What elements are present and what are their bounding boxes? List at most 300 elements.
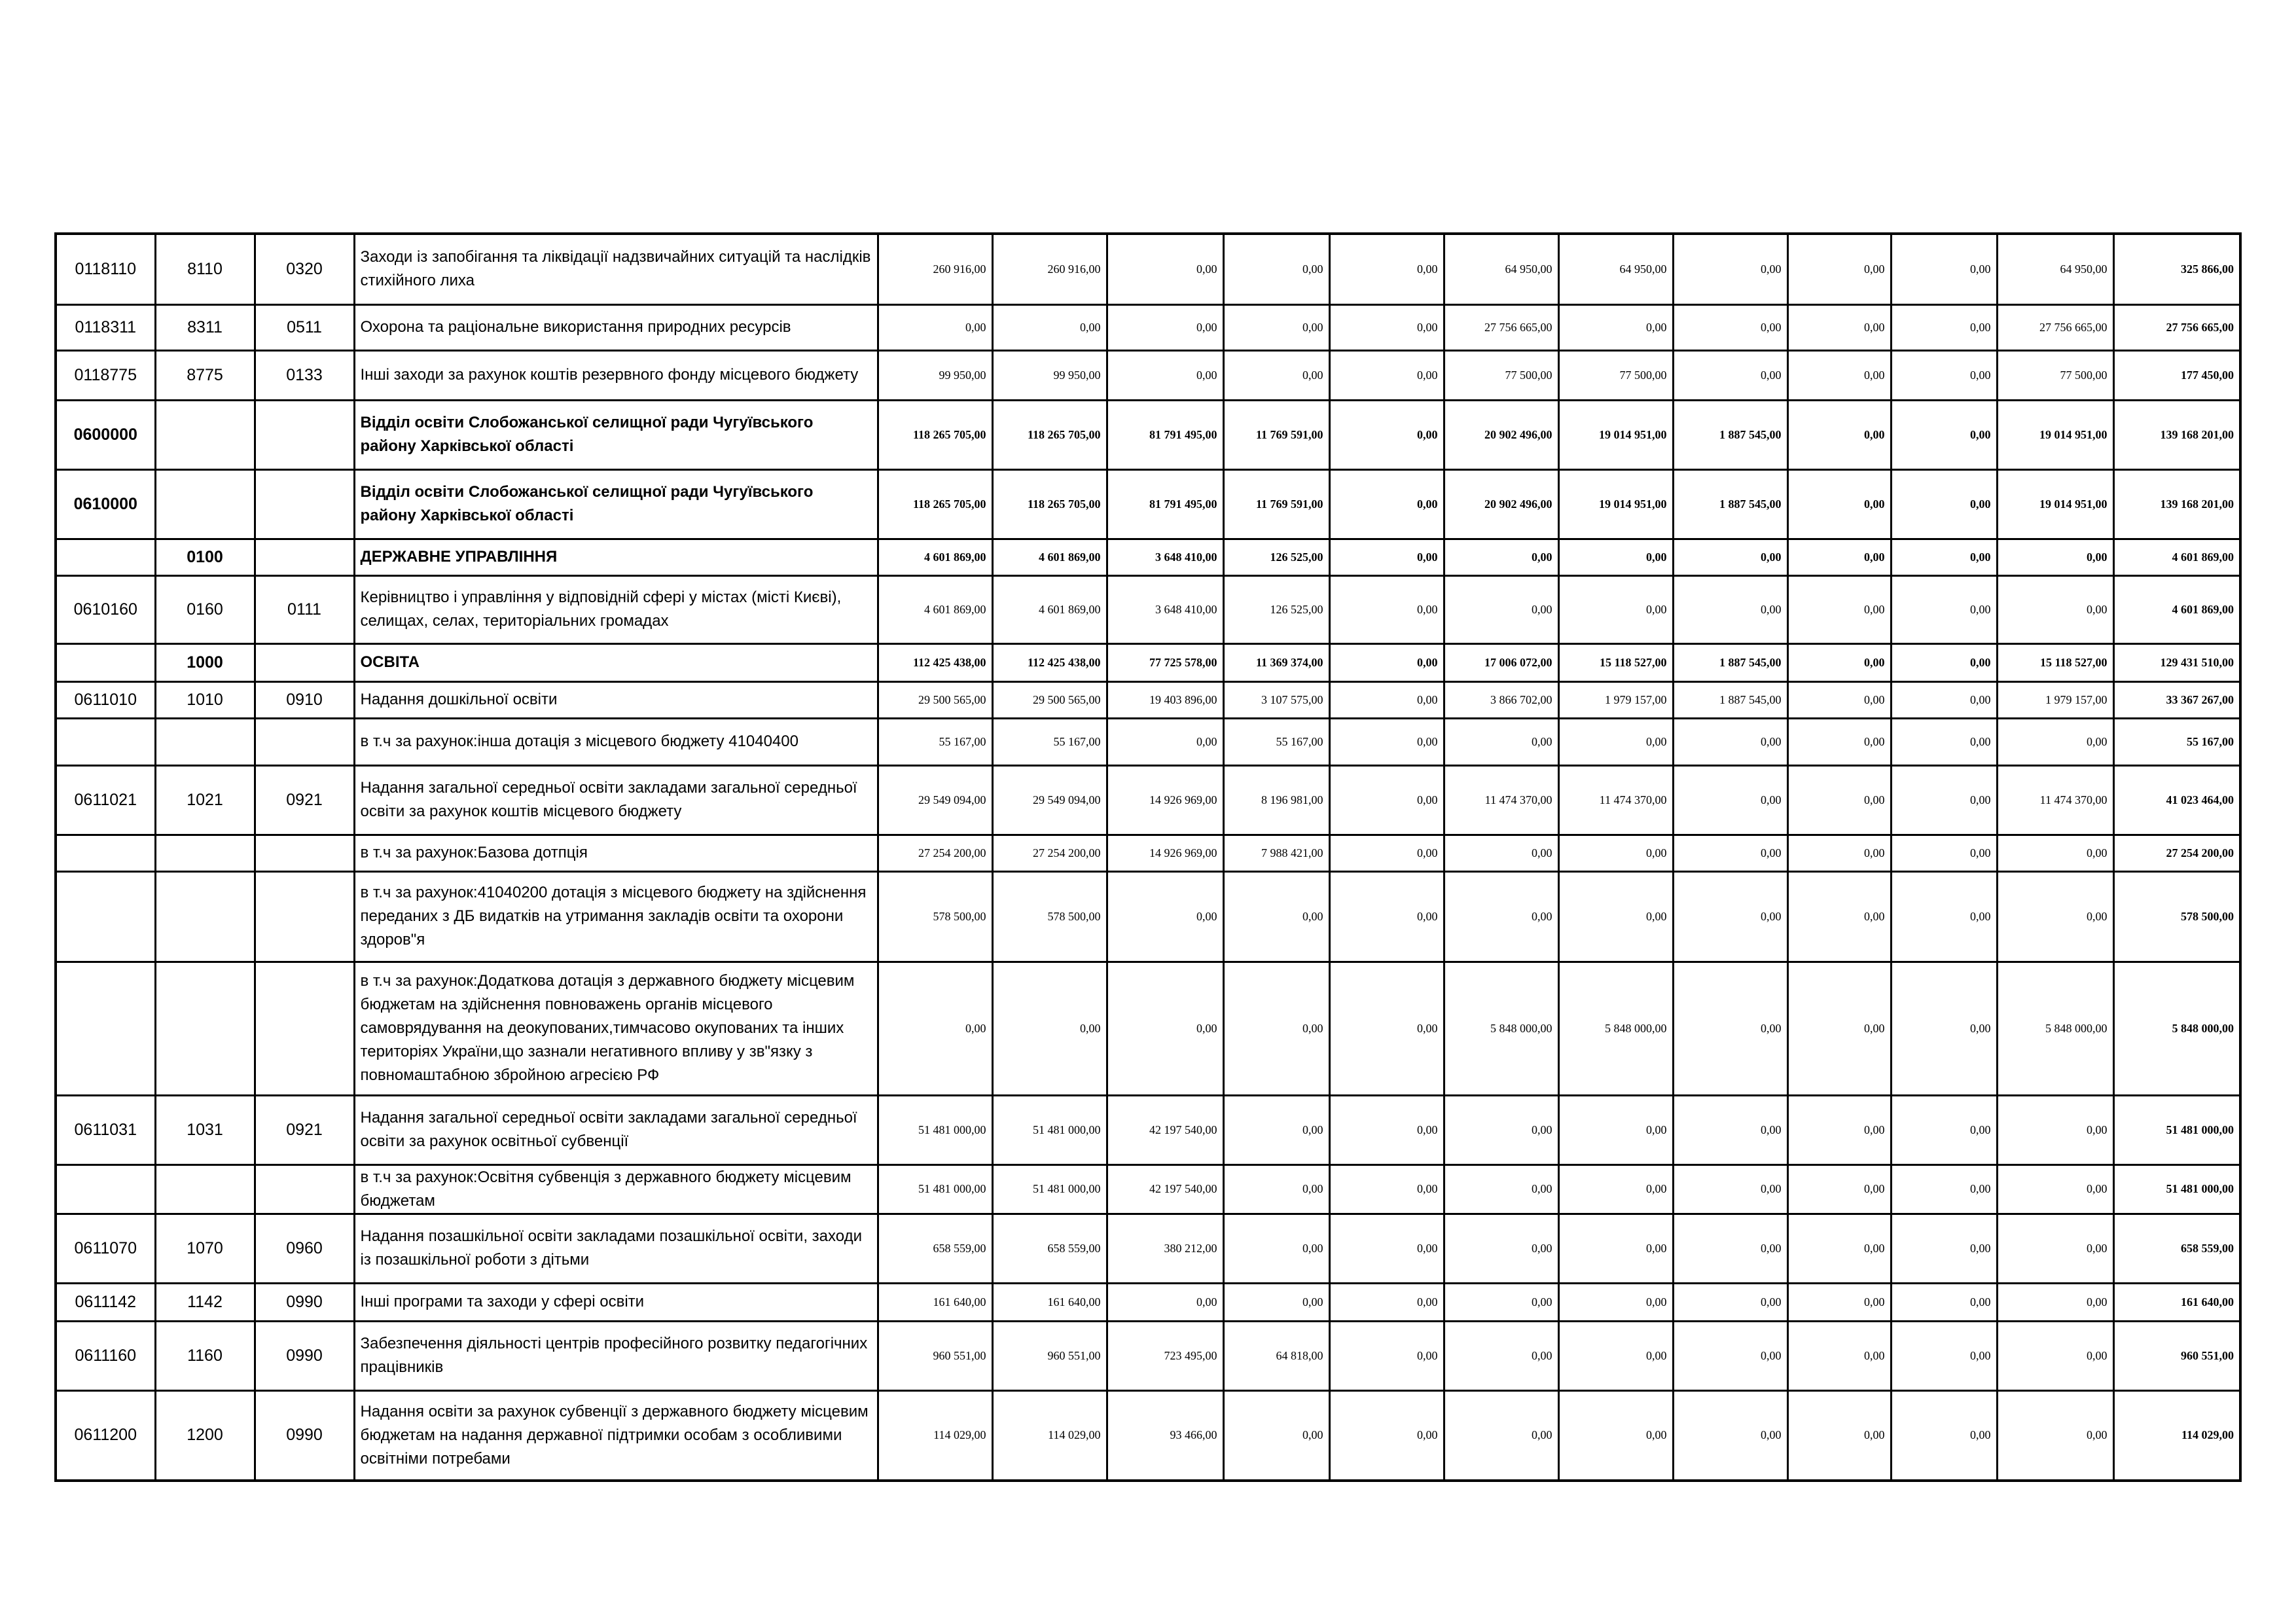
- amount-cell: 118 265 705,00: [878, 469, 992, 539]
- function-code-cell: [255, 469, 354, 539]
- table-row: [56, 1164, 2240, 1214]
- total-amount-cell: 129 431 510,00: [2113, 643, 2240, 681]
- program-code-cell: 0611200: [56, 1390, 155, 1481]
- amount-cell: 118 265 705,00: [992, 469, 1107, 539]
- amount-cell: 0,00: [1891, 962, 1997, 1095]
- program-name-cell: Відділ освіти Слобожанської селищної ради Чугуївського району Харківської області: [354, 469, 878, 539]
- table-row: [56, 234, 2240, 304]
- program-name-cell: ДЕРЖАВНЕ УПРАВЛІННЯ: [354, 539, 878, 575]
- amount-cell: 0,00: [1673, 575, 1787, 643]
- amount-cell: 0,00: [1107, 350, 1223, 400]
- table-row: [56, 962, 2240, 1095]
- amount-cell: 0,00: [1891, 234, 1997, 304]
- amount-cell: 77 500,00: [1558, 350, 1673, 400]
- total-amount-cell: 33 367 267,00: [2113, 681, 2240, 718]
- total-amount-cell: 51 481 000,00: [2113, 1095, 2240, 1164]
- amount-cell: 0,00: [1673, 350, 1787, 400]
- total-amount-cell: 177 450,00: [2113, 350, 2240, 400]
- amount-cell: 0,00: [1673, 765, 1787, 835]
- total-amount-cell: 4 601 869,00: [2113, 539, 2240, 575]
- amount-cell: 0,00: [1997, 1390, 2113, 1481]
- amount-cell: 0,00: [1891, 350, 1997, 400]
- amount-cell: 114 029,00: [992, 1390, 1107, 1481]
- amount-cell: 960 551,00: [878, 1321, 992, 1390]
- amount-cell: 260 916,00: [878, 234, 992, 304]
- program-kvk-cell: 1000: [155, 643, 255, 681]
- program-name-cell: в т.ч за рахунок:Освітня субвенція з державного бюджету місцевим бюджетам: [354, 1164, 878, 1214]
- program-code-cell: 0610160: [56, 575, 155, 643]
- amount-cell: 0,00: [1787, 835, 1891, 871]
- table-row: [56, 575, 2240, 643]
- program-code-cell: 0611010: [56, 681, 155, 718]
- function-code-cell: [255, 1164, 354, 1214]
- amount-cell: 1 979 157,00: [1558, 681, 1673, 718]
- amount-cell: 0,00: [1444, 871, 1558, 962]
- amount-cell: 51 481 000,00: [992, 1164, 1107, 1214]
- program-kvk-cell: [155, 400, 255, 469]
- amount-cell: 0,00: [1329, 1095, 1444, 1164]
- function-code-cell: [255, 871, 354, 962]
- amount-cell: 0,00: [1891, 681, 1997, 718]
- amount-cell: 0,00: [1891, 871, 1997, 962]
- function-code-cell: [255, 835, 354, 871]
- amount-cell: 0,00: [1997, 539, 2113, 575]
- total-amount-cell: 139 168 201,00: [2113, 469, 2240, 539]
- amount-cell: 0,00: [1787, 469, 1891, 539]
- amount-cell: 0,00: [1223, 1164, 1329, 1214]
- function-code-cell: [255, 962, 354, 1095]
- function-code-cell: 0990: [255, 1390, 354, 1481]
- amount-cell: 0,00: [1673, 1164, 1787, 1214]
- amount-cell: 0,00: [1787, 1321, 1891, 1390]
- amount-cell: 0,00: [1891, 1095, 1997, 1164]
- amount-cell: 0,00: [1673, 234, 1787, 304]
- amount-cell: 0,00: [1891, 765, 1997, 835]
- program-name-cell: Охорона та раціональне використання природних ресурсів: [354, 304, 878, 350]
- amount-cell: 0,00: [1329, 1214, 1444, 1283]
- amount-cell: 3 866 702,00: [1444, 681, 1558, 718]
- amount-cell: 42 197 540,00: [1107, 1164, 1223, 1214]
- program-name-cell: Надання дошкільної освіти: [354, 681, 878, 718]
- amount-cell: 0,00: [1787, 1164, 1891, 1214]
- amount-cell: 0,00: [1107, 718, 1223, 765]
- amount-cell: 0,00: [1444, 1214, 1558, 1283]
- amount-cell: 0,00: [1329, 234, 1444, 304]
- function-code-cell: [255, 718, 354, 765]
- amount-cell: 4 601 869,00: [992, 539, 1107, 575]
- table-row: [56, 1214, 2240, 1283]
- amount-cell: 0,00: [1891, 539, 1997, 575]
- amount-cell: 0,00: [1997, 1164, 2113, 1214]
- amount-cell: 0,00: [1787, 234, 1891, 304]
- amount-cell: 64 950,00: [1444, 234, 1558, 304]
- table-row: [56, 871, 2240, 962]
- total-amount-cell: 139 168 201,00: [2113, 400, 2240, 469]
- amount-cell: 0,00: [1444, 539, 1558, 575]
- function-code-cell: 0133: [255, 350, 354, 400]
- amount-cell: 42 197 540,00: [1107, 1095, 1223, 1164]
- amount-cell: 19 014 951,00: [1558, 400, 1673, 469]
- amount-cell: 0,00: [1787, 962, 1891, 1095]
- amount-cell: 14 926 969,00: [1107, 835, 1223, 871]
- amount-cell: 3 648 410,00: [1107, 575, 1223, 643]
- amount-cell: 64 950,00: [1558, 234, 1673, 304]
- table-body: [56, 234, 2240, 1481]
- total-amount-cell: 51 481 000,00: [2113, 1164, 2240, 1214]
- amount-cell: 0,00: [1558, 718, 1673, 765]
- amount-cell: 19 014 951,00: [1997, 469, 2113, 539]
- program-name-cell: Відділ освіти Слобожанської селищної ради Чугуївського району Харківської області: [354, 400, 878, 469]
- amount-cell: 0,00: [1223, 1095, 1329, 1164]
- program-kvk-cell: 1200: [155, 1390, 255, 1481]
- program-kvk-cell: 0160: [155, 575, 255, 643]
- amount-cell: 0,00: [1444, 575, 1558, 643]
- amount-cell: 51 481 000,00: [878, 1164, 992, 1214]
- amount-cell: 0,00: [1558, 1283, 1673, 1321]
- amount-cell: 0,00: [1673, 1390, 1787, 1481]
- amount-cell: 112 425 438,00: [992, 643, 1107, 681]
- amount-cell: 0,00: [1997, 718, 2113, 765]
- amount-cell: 0,00: [1787, 350, 1891, 400]
- amount-cell: 0,00: [1997, 1214, 2113, 1283]
- amount-cell: 0,00: [1787, 1283, 1891, 1321]
- amount-cell: 0,00: [1329, 835, 1444, 871]
- program-name-cell: Надання загальної середньої освіти закладами загальної середньої освіти за рахунок коштів місцевого бюджету: [354, 765, 878, 835]
- amount-cell: 77 500,00: [1997, 350, 2113, 400]
- amount-cell: 0,00: [1673, 1321, 1787, 1390]
- amount-cell: 0,00: [1558, 835, 1673, 871]
- amount-cell: 380 212,00: [1107, 1214, 1223, 1283]
- total-amount-cell: 27 254 200,00: [2113, 835, 2240, 871]
- amount-cell: 1 887 545,00: [1673, 681, 1787, 718]
- amount-cell: 29 549 094,00: [992, 765, 1107, 835]
- amount-cell: 0,00: [1891, 1283, 1997, 1321]
- amount-cell: 0,00: [1787, 871, 1891, 962]
- amount-cell: 0,00: [1787, 643, 1891, 681]
- amount-cell: 27 254 200,00: [992, 835, 1107, 871]
- amount-cell: 0,00: [1891, 469, 1997, 539]
- program-code-cell: [56, 962, 155, 1095]
- amount-cell: 19 403 896,00: [1107, 681, 1223, 718]
- program-code-cell: 0610000: [56, 469, 155, 539]
- amount-cell: 64 818,00: [1223, 1321, 1329, 1390]
- amount-cell: 0,00: [1223, 1390, 1329, 1481]
- amount-cell: 0,00: [1444, 1164, 1558, 1214]
- amount-cell: 0,00: [1444, 1390, 1558, 1481]
- program-kvk-cell: 8110: [155, 234, 255, 304]
- amount-cell: 0,00: [1223, 1214, 1329, 1283]
- table-row: [56, 469, 2240, 539]
- amount-cell: 0,00: [1329, 1283, 1444, 1321]
- table-row: [56, 539, 2240, 575]
- amount-cell: 723 495,00: [1107, 1321, 1223, 1390]
- amount-cell: 11 474 370,00: [1558, 765, 1673, 835]
- amount-cell: 8 196 981,00: [1223, 765, 1329, 835]
- amount-cell: 3 107 575,00: [1223, 681, 1329, 718]
- amount-cell: 0,00: [1997, 575, 2113, 643]
- amount-cell: 99 950,00: [992, 350, 1107, 400]
- amount-cell: 1 887 545,00: [1673, 469, 1787, 539]
- amount-cell: 112 425 438,00: [878, 643, 992, 681]
- amount-cell: 15 118 527,00: [1558, 643, 1673, 681]
- amount-cell: 0,00: [1997, 1321, 2113, 1390]
- program-code-cell: 0611021: [56, 765, 155, 835]
- amount-cell: 0,00: [1329, 304, 1444, 350]
- amount-cell: 0,00: [1107, 234, 1223, 304]
- amount-cell: 0,00: [1891, 835, 1997, 871]
- amount-cell: 0,00: [1223, 350, 1329, 400]
- amount-cell: 11 474 370,00: [1444, 765, 1558, 835]
- amount-cell: 0,00: [1107, 871, 1223, 962]
- amount-cell: 0,00: [1673, 962, 1787, 1095]
- amount-cell: 0,00: [1107, 962, 1223, 1095]
- program-name-cell: Надання загальної середньої освіти закладами загальної середньої освіти за рахунок освітньої субвенції: [354, 1095, 878, 1164]
- amount-cell: 51 481 000,00: [992, 1095, 1107, 1164]
- amount-cell: 0,00: [1891, 304, 1997, 350]
- amount-cell: 0,00: [1891, 1214, 1997, 1283]
- amount-cell: 0,00: [1223, 1283, 1329, 1321]
- program-kvk-cell: [155, 835, 255, 871]
- function-code-cell: 0910: [255, 681, 354, 718]
- amount-cell: 0,00: [1787, 718, 1891, 765]
- amount-cell: 0,00: [1107, 304, 1223, 350]
- amount-cell: 17 006 072,00: [1444, 643, 1558, 681]
- amount-cell: 0,00: [1329, 539, 1444, 575]
- table-row: [56, 835, 2240, 871]
- amount-cell: 27 756 665,00: [1444, 304, 1558, 350]
- amount-cell: 0,00: [1444, 1321, 1558, 1390]
- total-amount-cell: 658 559,00: [2113, 1214, 2240, 1283]
- program-name-cell: в т.ч за рахунок:41040200 дотація з місцевого бюджету на здійснення переданих з ДБ видатків на утримання закладів освіти та охорони здоров"я: [354, 871, 878, 962]
- amount-cell: 578 500,00: [992, 871, 1107, 962]
- program-name-cell: Керівництво і управління у відповідній сфері у містах (місті Києві), селищах, селах, територіальних громадах: [354, 575, 878, 643]
- amount-cell: 14 926 969,00: [1107, 765, 1223, 835]
- amount-cell: 93 466,00: [1107, 1390, 1223, 1481]
- program-code-cell: 0611031: [56, 1095, 155, 1164]
- program-kvk-cell: 1021: [155, 765, 255, 835]
- amount-cell: 0,00: [1673, 539, 1787, 575]
- amount-cell: 0,00: [1107, 1283, 1223, 1321]
- amount-cell: 0,00: [1223, 234, 1329, 304]
- program-name-cell: в т.ч за рахунок:Додаткова дотація з державного бюджету місцевим бюджетам на здійснення повноважень органів місцевого самоврядування на деокупованих,тимчасово окупованих та інших територіях України,що зазнали негативного впливу у зв"язку з повномаштабною збройною агресією РФ: [354, 962, 878, 1095]
- amount-cell: 0,00: [1787, 681, 1891, 718]
- amount-cell: 15 118 527,00: [1997, 643, 2113, 681]
- amount-cell: 0,00: [1558, 1390, 1673, 1481]
- amount-cell: 0,00: [1673, 835, 1787, 871]
- amount-cell: 0,00: [1673, 718, 1787, 765]
- amount-cell: 0,00: [1891, 1321, 1997, 1390]
- program-kvk-cell: [155, 1164, 255, 1214]
- table-row: [56, 1390, 2240, 1481]
- total-amount-cell: 325 866,00: [2113, 234, 2240, 304]
- amount-cell: 0,00: [1787, 575, 1891, 643]
- amount-cell: 29 500 565,00: [992, 681, 1107, 718]
- amount-cell: 7 988 421,00: [1223, 835, 1329, 871]
- amount-cell: 19 014 951,00: [1997, 400, 2113, 469]
- amount-cell: 0,00: [1673, 1095, 1787, 1164]
- amount-cell: 0,00: [1223, 962, 1329, 1095]
- amount-cell: 1 979 157,00: [1997, 681, 2113, 718]
- amount-cell: 51 481 000,00: [878, 1095, 992, 1164]
- amount-cell: 578 500,00: [878, 871, 992, 962]
- amount-cell: 0,00: [1673, 1283, 1787, 1321]
- amount-cell: 0,00: [1558, 1214, 1673, 1283]
- amount-cell: 0,00: [1787, 539, 1891, 575]
- table-row: [56, 400, 2240, 469]
- amount-cell: 3 648 410,00: [1107, 539, 1223, 575]
- table-row: [56, 1095, 2240, 1164]
- program-code-cell: 0118311: [56, 304, 155, 350]
- total-amount-cell: 161 640,00: [2113, 1283, 2240, 1321]
- program-code-cell: 0611070: [56, 1214, 155, 1283]
- total-amount-cell: 114 029,00: [2113, 1390, 2240, 1481]
- amount-cell: 0,00: [1558, 1321, 1673, 1390]
- program-code-cell: 0600000: [56, 400, 155, 469]
- amount-cell: 0,00: [1787, 304, 1891, 350]
- amount-cell: 118 265 705,00: [878, 400, 992, 469]
- amount-cell: 0,00: [878, 962, 992, 1095]
- amount-cell: 0,00: [1997, 871, 2113, 962]
- amount-cell: 0,00: [1329, 1321, 1444, 1390]
- amount-cell: 0,00: [1673, 1214, 1787, 1283]
- program-code-cell: 0118775: [56, 350, 155, 400]
- amount-cell: 77 500,00: [1444, 350, 1558, 400]
- amount-cell: 77 725 578,00: [1107, 643, 1223, 681]
- amount-cell: 0,00: [1329, 400, 1444, 469]
- function-code-cell: 0511: [255, 304, 354, 350]
- amount-cell: 27 254 200,00: [878, 835, 992, 871]
- amount-cell: 19 014 951,00: [1558, 469, 1673, 539]
- program-code-cell: [56, 643, 155, 681]
- amount-cell: 0,00: [1329, 871, 1444, 962]
- table-row: [56, 1321, 2240, 1390]
- program-kvk-cell: 1010: [155, 681, 255, 718]
- amount-cell: 27 756 665,00: [1997, 304, 2113, 350]
- amount-cell: 118 265 705,00: [992, 400, 1107, 469]
- amount-cell: 0,00: [1997, 1095, 2113, 1164]
- amount-cell: 126 525,00: [1223, 539, 1329, 575]
- total-amount-cell: 578 500,00: [2113, 871, 2240, 962]
- amount-cell: 0,00: [1329, 469, 1444, 539]
- amount-cell: 0,00: [1329, 1390, 1444, 1481]
- amount-cell: 0,00: [1444, 835, 1558, 871]
- amount-cell: 1 887 545,00: [1673, 643, 1787, 681]
- function-code-cell: 0921: [255, 1095, 354, 1164]
- amount-cell: 960 551,00: [992, 1321, 1107, 1390]
- amount-cell: 0,00: [1558, 539, 1673, 575]
- function-code-cell: [255, 539, 354, 575]
- amount-cell: 126 525,00: [1223, 575, 1329, 643]
- program-kvk-cell: 0100: [155, 539, 255, 575]
- amount-cell: 0,00: [1891, 1390, 1997, 1481]
- amount-cell: 5 848 000,00: [1558, 962, 1673, 1095]
- function-code-cell: 0320: [255, 234, 354, 304]
- amount-cell: 0,00: [1223, 871, 1329, 962]
- program-kvk-cell: [155, 469, 255, 539]
- program-kvk-cell: 1070: [155, 1214, 255, 1283]
- amount-cell: 4 601 869,00: [878, 575, 992, 643]
- function-code-cell: 0990: [255, 1283, 354, 1321]
- amount-cell: 55 167,00: [992, 718, 1107, 765]
- total-amount-cell: 41 023 464,00: [2113, 765, 2240, 835]
- program-name-cell: ОСВІТА: [354, 643, 878, 681]
- amount-cell: 5 848 000,00: [1444, 962, 1558, 1095]
- program-name-cell: Інші заходи за рахунок коштів резервного фонду місцевого бюджету: [354, 350, 878, 400]
- table-row: [56, 718, 2240, 765]
- amount-cell: 0,00: [1329, 962, 1444, 1095]
- amount-cell: 0,00: [1787, 1214, 1891, 1283]
- amount-cell: 0,00: [1997, 1283, 2113, 1321]
- amount-cell: 29 500 565,00: [878, 681, 992, 718]
- program-code-cell: 0611160: [56, 1321, 155, 1390]
- amount-cell: 0,00: [1329, 718, 1444, 765]
- amount-cell: 0,00: [1558, 871, 1673, 962]
- amount-cell: 11 474 370,00: [1997, 765, 2113, 835]
- amount-cell: 4 601 869,00: [992, 575, 1107, 643]
- amount-cell: 81 791 495,00: [1107, 469, 1223, 539]
- budget-table: [54, 232, 2242, 1482]
- amount-cell: 0,00: [1558, 1095, 1673, 1164]
- amount-cell: 11 769 591,00: [1223, 400, 1329, 469]
- program-kvk-cell: [155, 871, 255, 962]
- program-kvk-cell: 8311: [155, 304, 255, 350]
- amount-cell: 0,00: [992, 962, 1107, 1095]
- amount-cell: 658 559,00: [878, 1214, 992, 1283]
- program-code-cell: 0611142: [56, 1283, 155, 1321]
- amount-cell: 0,00: [1444, 1095, 1558, 1164]
- amount-cell: 0,00: [1891, 718, 1997, 765]
- amount-cell: 1 887 545,00: [1673, 400, 1787, 469]
- amount-cell: 55 167,00: [878, 718, 992, 765]
- total-amount-cell: 27 756 665,00: [2113, 304, 2240, 350]
- table-row: [56, 1283, 2240, 1321]
- amount-cell: 0,00: [1997, 835, 2113, 871]
- amount-cell: 0,00: [1558, 1164, 1673, 1214]
- amount-cell: 0,00: [1444, 1283, 1558, 1321]
- amount-cell: 0,00: [1787, 1390, 1891, 1481]
- program-name-cell: в т.ч за рахунок:інша дотація з місцевого бюджету 41040400: [354, 718, 878, 765]
- amount-cell: 5 848 000,00: [1997, 962, 2113, 1095]
- program-kvk-cell: 1160: [155, 1321, 255, 1390]
- amount-cell: 20 902 496,00: [1444, 400, 1558, 469]
- amount-cell: 0,00: [1329, 350, 1444, 400]
- amount-cell: 64 950,00: [1997, 234, 2113, 304]
- total-amount-cell: 55 167,00: [2113, 718, 2240, 765]
- amount-cell: 0,00: [1329, 575, 1444, 643]
- program-code-cell: [56, 718, 155, 765]
- amount-cell: 4 601 869,00: [878, 539, 992, 575]
- amount-cell: 0,00: [992, 304, 1107, 350]
- program-name-cell: в т.ч за рахунок:Базова дотпція: [354, 835, 878, 871]
- total-amount-cell: 960 551,00: [2113, 1321, 2240, 1390]
- amount-cell: 260 916,00: [992, 234, 1107, 304]
- total-amount-cell: 5 848 000,00: [2113, 962, 2240, 1095]
- amount-cell: 114 029,00: [878, 1390, 992, 1481]
- program-name-cell: Інші програми та заходи у сфері освіти: [354, 1283, 878, 1321]
- amount-cell: 11 769 591,00: [1223, 469, 1329, 539]
- program-code-cell: [56, 835, 155, 871]
- total-amount-cell: 4 601 869,00: [2113, 575, 2240, 643]
- amount-cell: 0,00: [1329, 1164, 1444, 1214]
- table-row: [56, 681, 2240, 718]
- function-code-cell: [255, 643, 354, 681]
- program-code-cell: 0118110: [56, 234, 155, 304]
- amount-cell: 0,00: [1787, 1095, 1891, 1164]
- table-row: [56, 643, 2240, 681]
- amount-cell: 658 559,00: [992, 1214, 1107, 1283]
- function-code-cell: 0960: [255, 1214, 354, 1283]
- amount-cell: 161 640,00: [992, 1283, 1107, 1321]
